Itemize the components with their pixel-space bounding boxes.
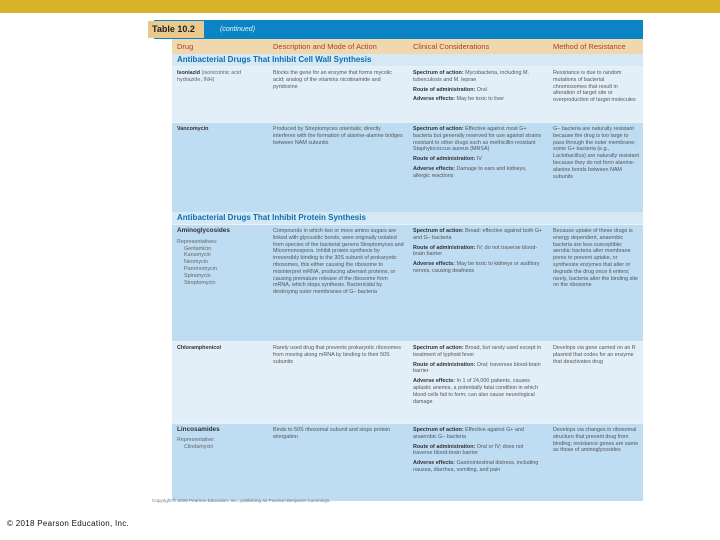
adverse-label: Adverse effects: bbox=[413, 165, 455, 172]
drug-name: Chloramphenicol bbox=[177, 345, 222, 351]
representative-item: Clindamycin bbox=[184, 443, 214, 450]
route-value: IV bbox=[476, 156, 482, 163]
description-cell: Produced by Streptomyces orientalis; directly interferes with the formation of alanine-alanine bridges between NAM subunits bbox=[273, 126, 403, 146]
adverse-value: In 1 of 24,000 patients, causes aplastic anemia, a potentially fatal condition in which blood cells fail to form; can also cause neurological damage bbox=[413, 378, 538, 405]
adverse-label: Adverse effects: bbox=[413, 261, 455, 268]
description-cell: Binds to 50S ribosomal subunit and stops protein elongation bbox=[273, 427, 391, 440]
spectrum-value: Effective against most G+ bacteria but generally reserved for use against strains resistant to other drugs such as methicillin-resistant Staphylococcus aureus (MRSA) bbox=[413, 126, 542, 153]
spectrum-label: Spectrum of action: bbox=[413, 427, 464, 433]
representative-item: Spiramycin bbox=[184, 272, 211, 279]
table-number-label: Table 10.2 bbox=[148, 21, 204, 38]
representative-item: Kanamycin bbox=[184, 252, 211, 259]
drug-cell bbox=[172, 225, 268, 341]
section-header-protein-synthesis: Antibacterial Drugs That Inhibit Protein Synthesis bbox=[172, 212, 643, 224]
clinical-cell bbox=[408, 424, 548, 501]
column-header-resistance: Method of Resistance bbox=[553, 42, 626, 51]
adverse-value: May be toxic to liver bbox=[456, 96, 505, 103]
route-value: IV; do not traverse blood-brain barrier bbox=[413, 244, 538, 258]
representatives-label: Representative: bbox=[177, 436, 215, 443]
drug-name: Vancomycin bbox=[177, 126, 209, 132]
table-header-row bbox=[172, 39, 643, 54]
spectrum-value: Broad, but rarely used except in treatment of typhoid fever bbox=[413, 345, 542, 358]
resistance-cell: Develops via gene carried on an R plasmid that codes for an enzyme that deactivates drug bbox=[553, 345, 636, 365]
representative-item: Paromomycin bbox=[184, 265, 217, 272]
drug-name: Aminoglycosides bbox=[177, 227, 230, 234]
route-label: Route of administration: bbox=[413, 86, 476, 93]
column-header-description: Description and Mode of Action bbox=[273, 42, 377, 51]
resistance-cell: Resistance is due to random mutations of bacterial chromosomes that result in alteration of target site or overproduction of target molecules bbox=[553, 70, 636, 104]
route-value: Oral or IV; does not traverse blood-brain barrier bbox=[413, 443, 524, 457]
adverse-value: May be toxic to kidneys or auditory nerves, causing deafness bbox=[413, 261, 540, 274]
table-row-aminoglycosides bbox=[172, 224, 643, 341]
drug-note: (isonicotinic acid hydrazide, INH) bbox=[177, 70, 242, 83]
representatives-label: Representatives: bbox=[177, 238, 218, 245]
representative-item: Neomycin bbox=[184, 259, 208, 266]
drug-name: Lincosamides bbox=[177, 426, 220, 433]
route-label: Route of administration: bbox=[413, 361, 476, 368]
clinical-cell bbox=[408, 342, 548, 423]
table-copyright: Copyright © 2009 Pearson Education, Inc., publishing as Pearson Benjamin Cummings. bbox=[152, 498, 331, 503]
table-title-bar bbox=[154, 20, 643, 39]
route-label: Route of administration: bbox=[413, 156, 476, 163]
table-row-chloramphenicol bbox=[172, 341, 643, 423]
clinical-cell bbox=[408, 67, 548, 122]
adverse-value: Gastrointestinal distress, including nausea, diarrhea, vomiting, and pain bbox=[413, 460, 539, 473]
drug-cell bbox=[172, 424, 268, 501]
column-header-drug: Drug bbox=[177, 42, 194, 51]
route-label: Route of administration: bbox=[413, 244, 476, 251]
adverse-label: Adverse effects: bbox=[413, 378, 455, 385]
table-row-vancomycin bbox=[172, 122, 643, 212]
route-label: Route of administration: bbox=[413, 443, 476, 450]
representative-item: Gentamicin bbox=[184, 245, 212, 252]
spectrum-label: Spectrum of action: bbox=[413, 228, 464, 234]
antibacterial-drugs-table bbox=[172, 39, 643, 501]
route-value: Oral; traverses blood-brain barrier bbox=[413, 361, 541, 375]
representative-item: Streptomycin bbox=[184, 279, 216, 286]
spectrum-label: Spectrum of action: bbox=[413, 70, 464, 76]
resistance-cell: Because uptake of these drugs is energy dependent, anaerobic bacteria are less susceptible; aerobic bacteria alter membrane pores to prevent uptake, or synthesize enzymes that alter or degrade the drug once it enters; rarely, bacteria alter the binding site on the ribosome bbox=[553, 228, 638, 289]
description-cell: Blocks the gene for an enzyme that forms mycolic acid; analog of the vitamins nicotinamide and pyridoxine bbox=[273, 70, 392, 90]
description-cell: Rarely used drug that prevents prokaryotic ribosomes from moving along mRNA by binding to their 50S subunits bbox=[273, 345, 401, 365]
drug-cell bbox=[172, 123, 268, 212]
column-header-clinical: Clinical Considerations bbox=[413, 42, 490, 51]
adverse-label: Adverse effects: bbox=[413, 96, 455, 103]
resistance-cell: Develops via changes in ribosomal structure that prevent drug from binding; resistance genes are same as those of aminoglycosides bbox=[553, 427, 639, 454]
clinical-cell bbox=[408, 123, 548, 212]
resistance-cell: G– bacteria are naturally resistant because the drug is too large to pass through the outer membrane; some G+ bacteria (e.g., Lactobacillus) are naturally resistant because they do not form alanine-alanine bonds between NAM subunits bbox=[553, 126, 639, 180]
spectrum-label: Spectrum of action: bbox=[413, 126, 464, 132]
spectrum-label: Spectrum of action: bbox=[413, 345, 464, 351]
table-continued-label: (continued) bbox=[220, 26, 256, 33]
description-cell: Compounds in which two or more amino sugars are linked with glycosidic bonds; were originally isolated from species of the bacterial genera Streptomyces and Micromonospora. Inhibit protein synthesis by irreversibly binding to the 30S subunit of prokaryotic ribosomes, this either causing the ribosome to misinterpret mRNA, producing aberrant proteins, or causing premature release of the ribosome from mRNA, which stops synthesis. Bactericidal by destroying outer membranes of G– bacteria bbox=[273, 228, 404, 296]
adverse-label: Adverse effects: bbox=[413, 460, 455, 467]
table-slide bbox=[148, 20, 644, 510]
section-header-cell-wall: Antibacterial Drugs That Inhibit Cell Wall Synthesis bbox=[172, 54, 643, 66]
top-accent-bar bbox=[0, 0, 720, 13]
footer-copyright: © 2018 Pearson Education, Inc. bbox=[7, 519, 130, 528]
drug-name: Isoniazid bbox=[177, 70, 201, 76]
spectrum-value: Mycobacteria, including M. tuberculosis and M. leprae bbox=[413, 70, 529, 83]
drug-cell bbox=[172, 67, 268, 122]
drug-cell bbox=[172, 342, 268, 423]
table-row-isoniazid bbox=[172, 66, 643, 122]
table-row-lincosamides bbox=[172, 423, 643, 501]
route-value: Oral bbox=[476, 86, 487, 93]
adverse-value: Damage to ears and kidneys, allergic reactions bbox=[413, 165, 527, 179]
spectrum-value: Broad: effective against both G+ and G– bacteria bbox=[413, 228, 543, 241]
clinical-cell bbox=[408, 225, 548, 341]
spectrum-value: Effective against G+ and anaerobic G– bacteria bbox=[413, 427, 524, 440]
